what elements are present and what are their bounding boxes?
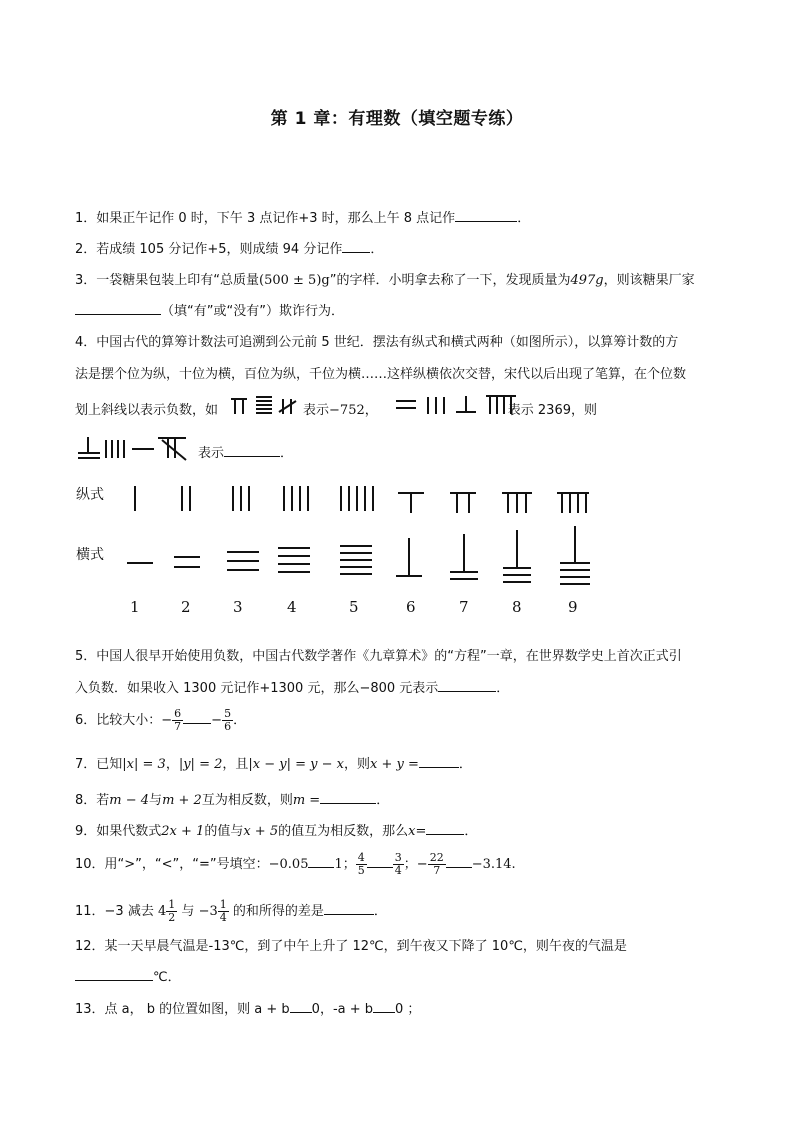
horizontal-rod-9 xyxy=(560,526,590,584)
page-title: 第 1 章：有理数（填空题专练） xyxy=(270,109,524,129)
question-10: 10．用“>”，“<”，“=”号填空：−0.05 1； $\frac{4}{5}$ $\frac{3}{4}$ ；− $\frac{22}{7}$ −3.14. xyxy=(75,851,516,877)
q10-fraction-2: $\frac{3}{4}$ xyxy=(394,851,402,877)
table-number-3: 3 xyxy=(233,598,243,616)
q10-value-c: −3.14. xyxy=(471,857,516,872)
question-9: 9．如果代数式2x + 1的值与x + 5的值互为相反数，那么x= ． xyxy=(75,820,477,839)
q10-blank-2[interactable] xyxy=(367,854,393,868)
q10-blank-1[interactable] xyxy=(308,854,334,868)
q8-expr-b: m + 2 xyxy=(162,793,202,808)
q10-fraction-1: $\frac{4}{5}$ xyxy=(357,851,365,877)
vertical-rod-7 xyxy=(450,493,476,513)
q4-line1: 4．中国古代的算筹计数法可追溯到公元前 5 世纪．摆法有纵式和横式两种（如图所示），以算筹计数的方 xyxy=(75,335,679,350)
q10-fraction-3: $\frac{22}{7}$ xyxy=(429,851,444,877)
q11-fraction-1: $\frac{1}{2}$ xyxy=(168,898,176,924)
q9-text: 9．如果代数式 xyxy=(75,824,162,839)
question-2: 2．若成绩 105 分记作+5，则成绩 94 分记作 ． xyxy=(75,238,383,257)
horizontal-rod-5 xyxy=(340,546,372,574)
q4-line3: 划上斜线以表示负数，如 表示−752， 表示 2369，则 xyxy=(75,403,597,418)
table-number-6: 6 xyxy=(406,598,416,616)
question-5-line2: 入负数．如果收入 1300 元记作+1300 元，那么−800 元表示 ． xyxy=(75,677,509,696)
q4-text-2369: 表示 2369，则 xyxy=(507,403,597,418)
q8-blank[interactable] xyxy=(320,790,376,804)
table-label-vertical: 纵式 xyxy=(76,487,104,503)
q8-expr-a: m − 4 xyxy=(109,793,150,808)
q7-expression: x + y = xyxy=(370,757,419,772)
q7-abs-x: |x| = 3 xyxy=(122,757,166,772)
table-number-8: 8 xyxy=(512,598,522,616)
horizontal-rod-2 xyxy=(174,557,200,567)
q3-text-post: ，则该糖果厂家 xyxy=(603,273,695,288)
horizontal-rod-4 xyxy=(278,548,310,572)
q7-blank[interactable] xyxy=(419,754,459,768)
vertical-rod-6 xyxy=(398,493,424,513)
q13-text: 13．点 a， b 的位置如图，则 a + b xyxy=(75,1002,290,1017)
q6-text: 6．比较大小：− xyxy=(75,713,173,728)
q4-text-example: 划上斜线以表示负数，如 xyxy=(75,403,219,418)
table-number-2: 2 xyxy=(181,598,191,616)
q11-text: 11．−3 减去 xyxy=(75,904,154,919)
q13-blank-2[interactable] xyxy=(373,999,395,1013)
q10-blank-3[interactable] xyxy=(446,854,472,868)
q1-text: 1．如果正午记作 0 时，下午 3 点记作+3 时，那么上午 8 点记作 xyxy=(75,211,456,226)
table-number-9: 9 xyxy=(568,598,578,616)
question-12-line2: ℃． xyxy=(75,966,181,985)
q6-fraction-2: $\frac{5}{6}$ xyxy=(224,707,232,733)
q9-x-equals: x= xyxy=(408,824,427,839)
q5-blank[interactable] xyxy=(438,678,496,692)
horizontal-rod-7 xyxy=(450,534,478,579)
q7-condition: |x − y| = y − x xyxy=(248,757,344,772)
q11-whole-1: 4 xyxy=(157,904,167,919)
q12-blank[interactable] xyxy=(75,967,153,981)
vertical-rod-2 xyxy=(182,486,190,511)
q4-text-means-2: 表示 xyxy=(198,446,225,461)
vertical-rod-4 xyxy=(284,486,308,511)
question-11: 11．−3 减去 4 $\frac{1}{2}$ 与 −3 $\frac{1}{4}$ 的和所得的差是 ． xyxy=(75,898,387,924)
q9-expr-a: 2x + 1 xyxy=(161,824,205,839)
vertical-rod-9 xyxy=(557,493,589,513)
q3-found-mass: 497g xyxy=(570,273,604,288)
q10-text: 10．用“>”，“<”，“=”号填空： xyxy=(75,857,269,872)
q11-fraction-2: $\frac{1}{4}$ xyxy=(219,898,227,924)
q11-text-post: 的和所得的差是 xyxy=(232,904,324,919)
vertical-rod-3 xyxy=(233,486,249,511)
table-label-horizontal: 横式 xyxy=(76,547,104,563)
q3-text-mid: ”的字样．小明拿去称了一下，发现质量为 xyxy=(329,273,571,288)
table-number-5: 5 xyxy=(349,598,359,616)
q3-mass: (500 ± 5)g xyxy=(259,273,330,288)
horizontal-rod-8 xyxy=(503,530,531,582)
q4-text-means: 表示 xyxy=(303,403,330,418)
question-6: 6．比较大小：− $\frac{6}{7}$ − $\frac{5}{6}$ ． xyxy=(75,707,247,733)
horizontal-rod-6 xyxy=(396,538,422,576)
table-number-1: 1 xyxy=(130,598,140,616)
q9-expr-b: x + 5 xyxy=(243,824,279,839)
q12-line1: 12．某一天早晨气温是-13℃，到了中午上升了 12℃，到午夜又下降了 10℃，则午夜的气温是 xyxy=(75,939,627,954)
q10-value-a: −0.05 xyxy=(268,857,309,872)
table-number-4: 4 xyxy=(287,598,297,616)
q11-whole-2: −3 xyxy=(198,904,218,919)
vertical-rod-8 xyxy=(502,493,532,513)
q7-abs-y: |y| = 2 xyxy=(178,757,223,772)
q3-text-line2: （填“有”或“没有”）欺诈行为． xyxy=(161,304,344,319)
q8-text: 8．若 xyxy=(75,793,110,808)
q4-value-neg752: −752 xyxy=(329,403,365,418)
q5-line1: 5．中国人很早开始使用负数，中国古代数学著作《九章算术》的“方程”一章，在世界数学史上首次正式引 xyxy=(75,649,682,664)
question-1: 1．如果正午记作 0 时，下午 3 点记作+3 时，那么上午 8 点记作 ． xyxy=(75,207,530,226)
q6-fraction-1: $\frac{6}{7}$ xyxy=(174,707,182,733)
q13-blank-1[interactable] xyxy=(290,999,312,1013)
q2-text: 2．若成绩 105 分记作+5，则成绩 94 分记作 xyxy=(75,242,343,257)
vertical-rod-5 xyxy=(341,486,373,511)
q10-value-b: 1 xyxy=(334,857,343,872)
q7-text: 7．已知 xyxy=(75,757,123,772)
q9-blank[interactable] xyxy=(426,821,464,835)
question-13: 13．点 a， b 的位置如图，则 a + b 0，-a + b 0 ； xyxy=(75,998,420,1017)
horizontal-rod-3 xyxy=(227,552,259,570)
table-number-7: 7 xyxy=(459,598,469,616)
q6-blank[interactable] xyxy=(183,710,211,724)
q3-text-pre: 3．一袋糖果包装上印有“总质量 xyxy=(75,273,260,288)
question-7: 7．已知|x| = 3，|y| = 2，且|x − y| = y − x，则x + y = ． xyxy=(75,753,472,772)
question-8: 8．若m − 4与m + 2互为相反数，则m = ． xyxy=(75,789,389,808)
q5-text-line2: 入负数．如果收入 1300 元记作+1300 元，那么−800 元表示 xyxy=(75,681,439,696)
q8-m-equals: m = xyxy=(292,793,321,808)
q11-blank[interactable] xyxy=(324,901,374,915)
q4-line4: 表示 ． xyxy=(198,442,293,461)
q4-line2: 法是摆个位为纵，十位为横，百位为纵，千位为横……这样纵横依次交替，宋代以后出现了笔算，在个位数 xyxy=(75,367,687,382)
